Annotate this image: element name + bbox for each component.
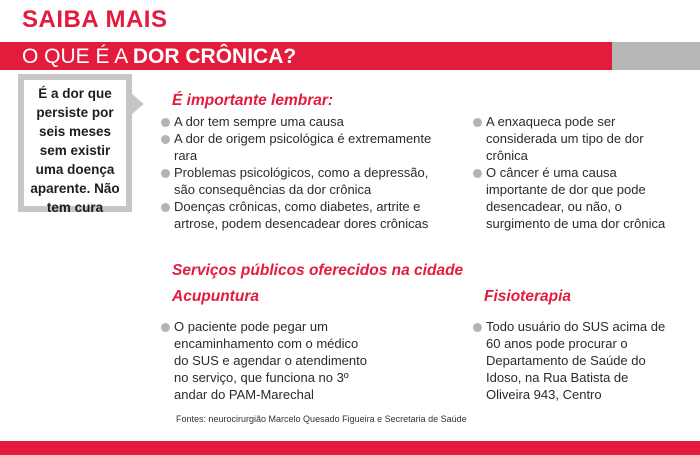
acupuncture-heading: Acupuntura: [172, 288, 259, 305]
remember-heading: É importante lembrar:: [172, 92, 334, 109]
list-item: O câncer é uma causa importante de dor que pode desencadear, ou não, o surgimento de uma dor crônica: [472, 164, 672, 232]
source-note: Fontes: neurocirurgião Marcelo Quesado Figueira e Secretaria de Saúde: [176, 414, 467, 424]
page-title: [22, 45, 296, 69]
remember-list-right: [472, 113, 672, 232]
list-item: O paciente pode pegar um encaminhamento com o médico do SUS e agendar o atendimento no serviço, que funciona no 3º andar do PAM-Marechal: [160, 318, 375, 403]
physiotherapy-heading: Fisioterapia: [484, 288, 571, 305]
definition-text: É a dor que persiste por seis meses sem existir uma doença aparente. Não tem cura: [30, 86, 120, 215]
title-banner-gray: [612, 42, 700, 70]
page-title-bold: DOR CRÔNICA?: [132, 45, 297, 68]
list-item: A dor tem sempre uma causa: [160, 113, 435, 130]
footer-bar: [0, 441, 700, 455]
definition-callout: [18, 74, 132, 215]
definition-callout-inner: [24, 80, 126, 215]
list-item: Problemas psicológicos, como a depressão, são consequências da dor crônica: [160, 164, 435, 198]
title-banner: [0, 42, 700, 70]
page-title-regular: O QUE É A: [22, 45, 133, 68]
list-item: A enxaqueca pode ser considerada um tipo de dor crônica: [472, 113, 672, 164]
acupuncture-list: [160, 318, 375, 403]
list-item: A dor de origem psicológica é extremamente rara: [160, 130, 435, 164]
physiotherapy-list: [472, 318, 672, 403]
section-kicker: SAIBA MAIS: [22, 6, 168, 33]
list-item: Todo usuário do SUS acima de 60 anos pode procurar o Departamento de Saúde do Idoso, na Rua Batista de Oliveira 943, Centro: [472, 318, 672, 403]
callout-pointer: [132, 94, 144, 114]
remember-list-left: [160, 113, 435, 232]
services-heading: Serviços públicos oferecidos na cidade: [172, 262, 464, 279]
list-item: Doenças crônicas, como diabetes, artrite e artrose, podem desencadear dores crônicas: [160, 198, 435, 232]
